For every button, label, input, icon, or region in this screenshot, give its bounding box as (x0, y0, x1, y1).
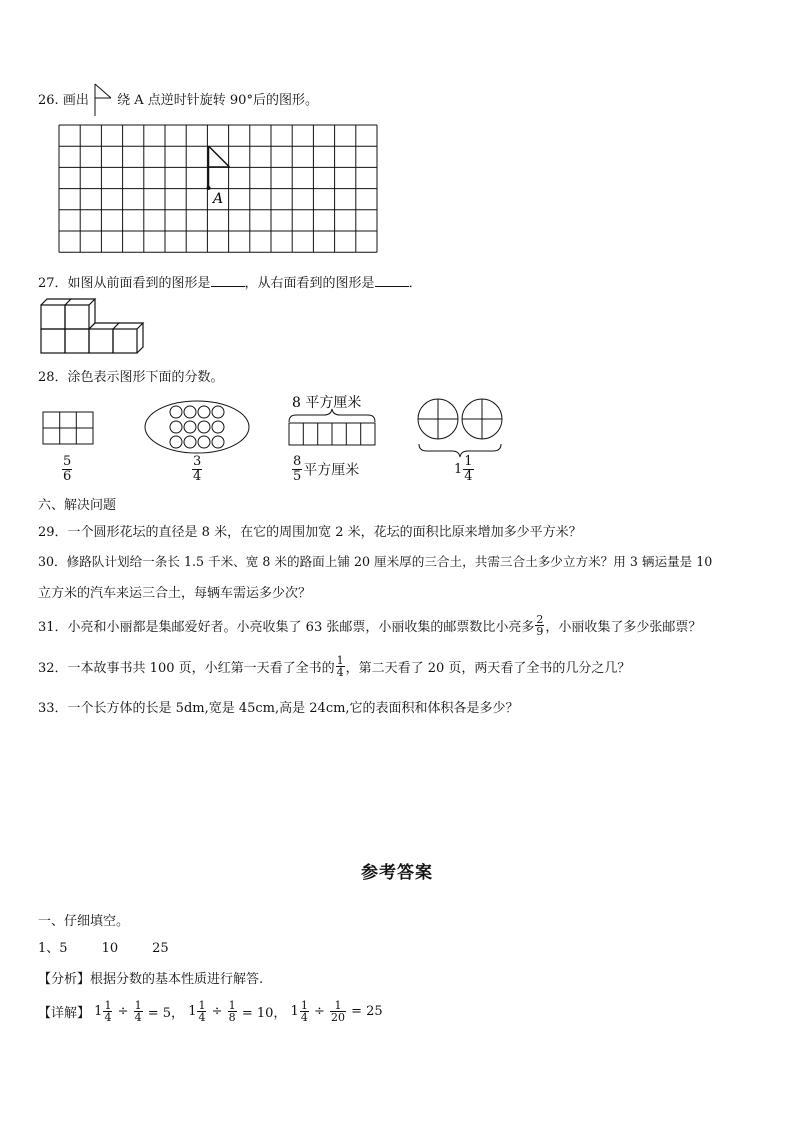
fig2-fraction (192, 455, 202, 484)
fig4-mixed-number (454, 455, 475, 484)
expr3-n1: 1 (300, 999, 308, 1012)
q30-line1: 30．修路队计划给一条长 1.5 千米、宽 8 米的路面上铺 20 厘米厚的三合土，共需三合土多少立方米？用 3 辆运量是 10 (38, 554, 713, 569)
fig3-bar (289, 409, 375, 445)
q31-den: 9 (536, 625, 544, 638)
fig4-circles (418, 399, 502, 457)
expr3 (291, 1000, 383, 1023)
expr2 (188, 1000, 286, 1023)
expr1-n2: 1 (134, 999, 142, 1012)
answer-1-value-a: 5 (59, 941, 68, 956)
q27-text-c: ． (408, 276, 422, 291)
fig3-den: 5 (293, 469, 302, 484)
q32-text-b: ，第二天看了 20 页，两天看了全书的几分之几？ (345, 661, 631, 676)
expr3-d2: 20 (331, 1011, 345, 1024)
fig4-fraction (463, 455, 473, 484)
fig3-unit: 平方厘米 (303, 462, 360, 479)
analysis-text: 根据分数的基本性质进行解答. (90, 972, 264, 987)
answer-1-value-b: 10 (101, 941, 119, 956)
point-a-dot (207, 186, 211, 190)
expr2-whole: 1 (188, 1004, 197, 1019)
expr2-frac2 (228, 1000, 237, 1023)
detail-line (38, 1000, 383, 1023)
expr1-op: ÷ (117, 1004, 129, 1019)
original-flag (207, 146, 230, 190)
q32-den: 4 (336, 666, 344, 679)
expr3-n2: 1 (330, 1000, 346, 1012)
expr3-op: ÷ (313, 1004, 325, 1019)
expr1-whole: 1 (94, 1004, 103, 1019)
expr2-n1: 1 (198, 999, 206, 1012)
point-a-label: A (213, 191, 224, 207)
analysis-line (38, 968, 263, 987)
fig2-ellipse-dots (145, 401, 249, 453)
fig4-whole: 1 (454, 462, 463, 477)
expr1-frac1 (103, 1000, 112, 1023)
q33-text: 33．一个长方体的长是 5dm,宽是 45cm,高是 24cm,它的表面积和体积各是多少？ (38, 701, 519, 716)
q32-num: 1 (336, 654, 344, 667)
fig2-num: 3 (193, 454, 202, 469)
expr1-d1: 4 (104, 1011, 112, 1024)
q28-prompt: 28．涂色表示图形下面的分数。 (38, 370, 224, 385)
expr1-d2: 4 (134, 1011, 142, 1024)
expr1-frac2 (134, 1000, 143, 1023)
section6-heading: 六、解决问题 (38, 498, 117, 513)
q32-fraction (336, 655, 345, 678)
q29-text: 29．一个圆形花坛的直径是 8 米，在它的周围加宽 2 米，花坛的面积比原来增加多少平方米？ (38, 525, 582, 540)
q27-blank-right[interactable] (375, 276, 409, 287)
expr3-whole: 1 (290, 1004, 299, 1019)
q26-suffix: 绕 A 点逆时针旋转 90°后的图形。 (117, 93, 318, 108)
q30-line2: 立方米的汽车来运三合土，每辆车需运多少次？ (38, 586, 312, 601)
q31-num: 2 (536, 613, 544, 626)
expr2-result: = 10， (241, 1006, 287, 1021)
expr1-n1: 1 (104, 999, 112, 1012)
q26-number: 26. (38, 93, 59, 108)
fig1-den: 6 (63, 469, 72, 484)
expr3-frac2 (330, 1000, 346, 1023)
answers-title: 参考答案 (361, 863, 433, 883)
expr2-frac1 (197, 1000, 206, 1023)
answer-1-label: 1、 (38, 941, 60, 956)
q32-prompt (38, 655, 630, 678)
flag-shape-icon (93, 82, 113, 118)
q31-prompt (38, 614, 701, 637)
analysis-label: 【分析】 (38, 972, 91, 987)
answers-section1: 一、仔细填空。 (38, 914, 130, 929)
cube-stack-figure (38, 296, 150, 356)
q32-text-a: 32．一本故事书共 100 页，小红第一天看了全书的 (38, 661, 335, 676)
expr1 (94, 1000, 184, 1023)
expr3-d1: 4 (300, 1011, 308, 1024)
fig2-den: 4 (193, 469, 202, 484)
q31-fraction (535, 614, 544, 637)
expr2-d2: 8 (228, 1011, 236, 1024)
fig1-rectangle (43, 412, 93, 444)
expr1-result: = 5， (147, 1006, 185, 1021)
expr3-frac1 (300, 1000, 309, 1023)
fig3-top-label: 8 平方厘米 (292, 395, 362, 411)
grid-lines (59, 125, 377, 252)
q26-prompt (38, 89, 318, 108)
q27-blank-front[interactable] (211, 276, 245, 287)
fig4-den: 4 (464, 469, 473, 484)
q27-text-b: ，从右面看到的图形是 (244, 276, 375, 291)
fig1-fraction (62, 455, 72, 484)
fraction-figures (38, 390, 518, 490)
fig4-num: 1 (464, 454, 473, 469)
q31-text-b: ，小丽收集了多少张邮票？ (545, 620, 702, 635)
detail-label: 【详解】 (38, 1006, 91, 1021)
rotation-grid (58, 124, 382, 254)
q31-text-a: 31．小亮和小丽都是集邮爱好者。小亮收集了 63 张邮票，小丽收集的邮票数比小亮多 (38, 620, 535, 635)
answer-1-value-c: 25 (152, 941, 169, 956)
expr2-n2: 1 (228, 999, 236, 1012)
fig3-num: 8 (293, 454, 302, 469)
expr3-result: = 25 (351, 1004, 383, 1019)
q26-prefix: 画出 (62, 93, 89, 108)
expr2-op: ÷ (211, 1004, 223, 1019)
fig3-fraction-label (291, 455, 359, 484)
q27-text-a: 27．如图从前面看到的图形是 (38, 276, 211, 291)
answer-1 (38, 937, 169, 956)
q27-prompt (38, 272, 422, 291)
fig1-num: 5 (63, 454, 72, 469)
expr2-d1: 4 (198, 1011, 206, 1024)
fig3-fraction (292, 455, 302, 484)
